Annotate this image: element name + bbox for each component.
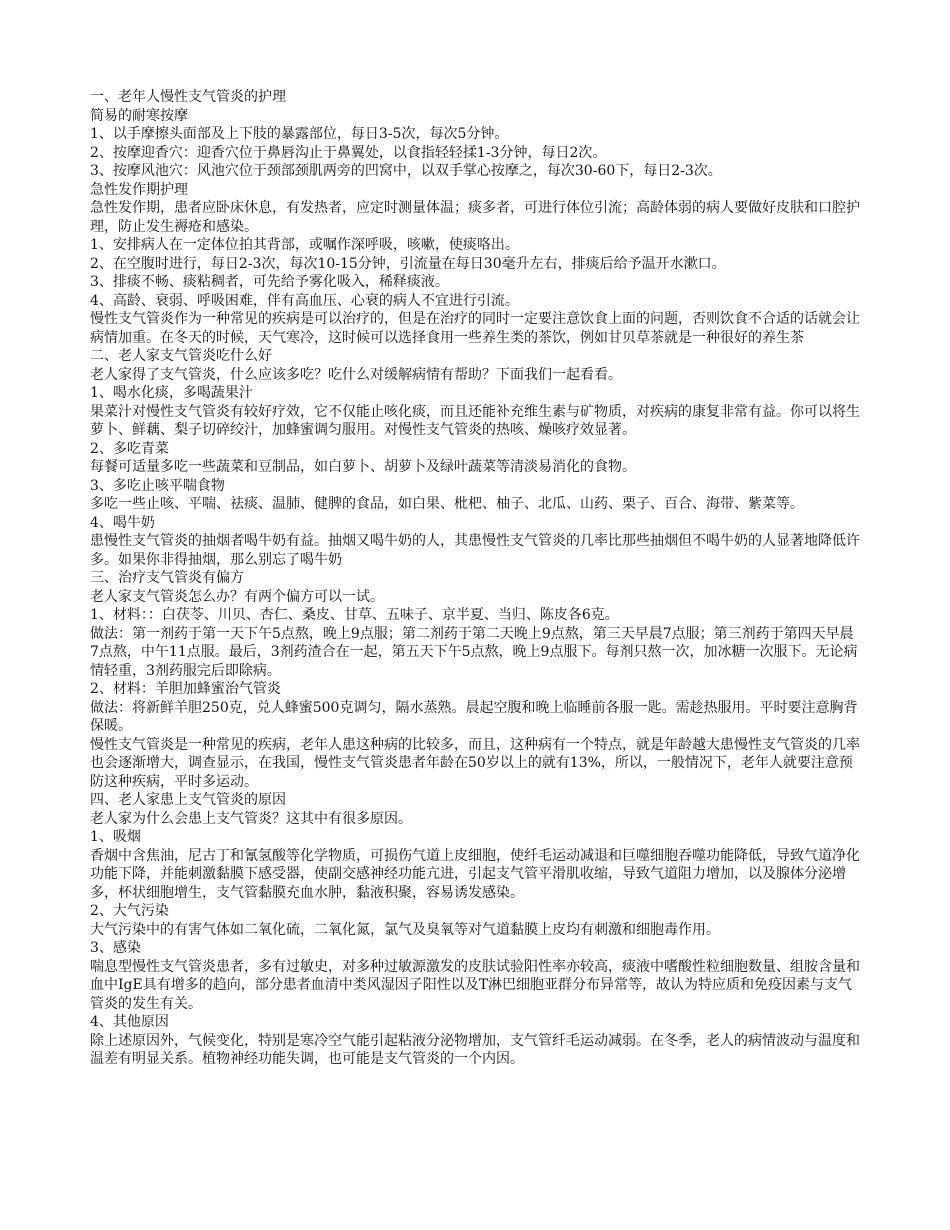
list-item: 3、按摩风池穴：风池穴位于颈部颈肌两旁的凹窝中，以双手掌心按摩之，每次30-60下，每日2-3次。 <box>90 163 722 179</box>
paragraph: 做法：第一剂药于第一天下午5点熬，晚上9点服；第二剂药于第二天晚上9点熬，第三天早晨7点服；第三剂药于第四天早晨7点熬，中午11点服。最后，3剂药渣合在一起，第五天下午5点熬，晚上9点服下。每剂只熬一次，加冰糖一次服下。无论病情轻重，3剂药服完后即除病。 <box>90 625 858 679</box>
paragraph: 老人家为什么会患上支气管炎？这其中有很多原因。 <box>90 810 412 827</box>
list-item: 1、吸烟 <box>90 829 141 845</box>
list-item: 3、感染 <box>90 940 141 956</box>
paragraph: 慢性支气管炎作为一种常见的疾病是可以治疗的，但是在治疗的同时一定要注意饮食上面的问题，否则饮食不合适的话就会让病情加重。在冬天的时候，天气寒冷，这时候可以选择食用一些养生类的茶饮，例如甘贝草茶就是一种很好的养生茶 <box>90 311 860 346</box>
section-heading-3: 三、治疗支气管炎有偏方 <box>90 570 244 586</box>
paragraph: 喘息型慢性支气管炎患者，多有过敏史，对多种过敏源激发的皮肤试验阳性率亦较高，痰液中嗜酸性粒细胞数量、组胺含量和血中IgE具有增多的趋向，部分患者血清中类风湿因子阳性以及T淋巴细胞亚群分布异常等，故认为特应质和免疫因素与支气管炎的发生有关。 <box>90 958 860 1012</box>
list-item: 2、按摩迎香穴：迎香穴位于鼻唇沟止于鼻翼处，以食指轻轻揉1-3分钟，每日2次。 <box>90 144 607 161</box>
paragraph: 患慢性支气管炎的抽烟者喝牛奶有益。抽烟又喝牛奶的人，其患慢性支气管炎的几率比那些抽烟但不喝牛奶的人显著地降低许多。如果你非得抽烟，那么别忘了喝牛奶 <box>90 533 860 568</box>
paragraph: 大气污染中的有害气体如二氧化硫，二氧化氮，氯气及臭氧等对气道黏膜上皮均有刺激和细胞毒作用。 <box>90 921 720 938</box>
list-item: 1、以手摩擦头面部及上下肢的暴露部位，每日3-5次，每次5分钟。 <box>90 126 509 142</box>
paragraph: 慢性支气管炎是一种常见的疾病，老年人患这种病的比较多，而且，这种病有一个特点，就是年龄越大患慢性支气管炎的几率也会逐渐增大，调查显示，在我国，慢性支气管炎患者年龄在50岁以上的就有13%，所以，一般情况下，老年人就要注意预防这种疾病，平时多运动。 <box>90 736 860 790</box>
paragraph: 除上述原因外，气候变化，特别是寒冷空气能引起粘液分泌物增加，支气管纤毛运动减弱。在冬季，老人的病情波动与温度和温差有明显关系。植物神经功能失调，也可能是支气管炎的一个内因。 <box>90 1032 860 1067</box>
subheading-acute-care: 急性发作期护理 <box>90 181 188 198</box>
paragraph: 急性发作期，患者应卧床休息，有发热者，应定时测量体温；痰多者，可进行体位引流；高龄体弱的病人要做好皮肤和口腔护理，防止发生褥疮和感染。 <box>90 200 860 235</box>
section-heading-2: 二、老人家支气管炎吃什么好 <box>90 348 272 364</box>
paragraph: 每餐可适量多吃一些蔬菜和豆制品，如白萝卜、胡萝卜及绿叶蔬菜等清淡易消化的食物。 <box>90 459 636 475</box>
list-item: 3、多吃止咳平喘食物 <box>90 477 225 494</box>
list-item: 4、高龄、衰弱、呼吸困难，伴有高血压、心衰的病人不宜进行引流。 <box>90 292 519 309</box>
document-body <box>90 88 860 1069</box>
section-heading-4: 四、老人家患上支气管炎的原因 <box>90 792 286 808</box>
list-item: 4、喝牛奶 <box>90 514 155 531</box>
paragraph: 果菜汁对慢性支气管炎有较好疗效，它不仅能止咳化痰，而且还能补充维生素与矿物质，对疾病的康复非常有益。你可以将生萝卜、鲜藕、梨子切碎绞汁，加蜂蜜调匀服用。对慢性支气管炎的热咳、燥咳疗效显著。 <box>90 403 860 438</box>
list-item: 2、大气污染 <box>90 903 169 919</box>
list-item: 2、在空腹时进行，每日2-3次，每次10-15分钟，引流量在每日30毫升左右，排痰后给予温开水漱口。 <box>90 255 726 272</box>
list-item: 3、排痰不畅、痰粘稠者，可先给予雾化吸入，稀释痰液。 <box>90 274 449 290</box>
list-item: 1、喝水化痰，多喝蔬果汁 <box>90 385 253 401</box>
list-item: 2、材料：羊胆加蜂蜜治气管炎 <box>90 681 281 697</box>
list-item: 2、多吃青菜 <box>90 440 169 457</box>
list-item: 4、其他原因 <box>90 1014 169 1030</box>
paragraph: 老人家得了支气管炎，什么应该多吃？吃什么对缓解病情有帮助？下面我们一起看看。 <box>90 366 622 383</box>
list-item: 1、材料：：白茯苓、川贝、杏仁、桑皮、甘草、五味子、京半夏、当归、陈皮各6克。 <box>90 607 619 623</box>
paragraph: 老人家支气管炎怎么办？有两个偏方可以一试。 <box>90 588 384 605</box>
paragraph: 香烟中含焦油，尼古丁和氰氢酸等化学物质，可损伤气道上皮细胞，使纤毛运动减退和巨噬细胞吞噬功能降低，导致气道净化功能下降，并能刺激黏膜下感受器，使副交感神经功能亢进，引起支气管平滑肌收缩，导致气道阻力增加，以及腺体分泌增多，杯状细胞增生，支气管黏膜充血水肿，黏液积聚，容易诱发感染。 <box>90 847 860 901</box>
subheading-cold-massage: 简易的耐寒按摩 <box>90 107 188 124</box>
section-heading-1: 一、老年人慢性支气管炎的护理 <box>90 89 286 105</box>
list-item: 1、安排病人在一定体位拍其背部，或嘱作深呼吸，咳嗽，使痰咯出。 <box>90 237 519 253</box>
paragraph: 多吃一些止咳、平喘、祛痰、温肺、健脾的食品，如白果、枇杷、柚子、北瓜、山药、栗子、百合、海带、紫菜等。 <box>90 496 804 512</box>
paragraph: 做法：将新鲜羊胆250克，兑人蜂蜜500克调匀，隔水蒸熟。晨起空腹和晚上临睡前各服一匙。需趁热服用。平时要注意胸背保暖。 <box>90 699 858 734</box>
